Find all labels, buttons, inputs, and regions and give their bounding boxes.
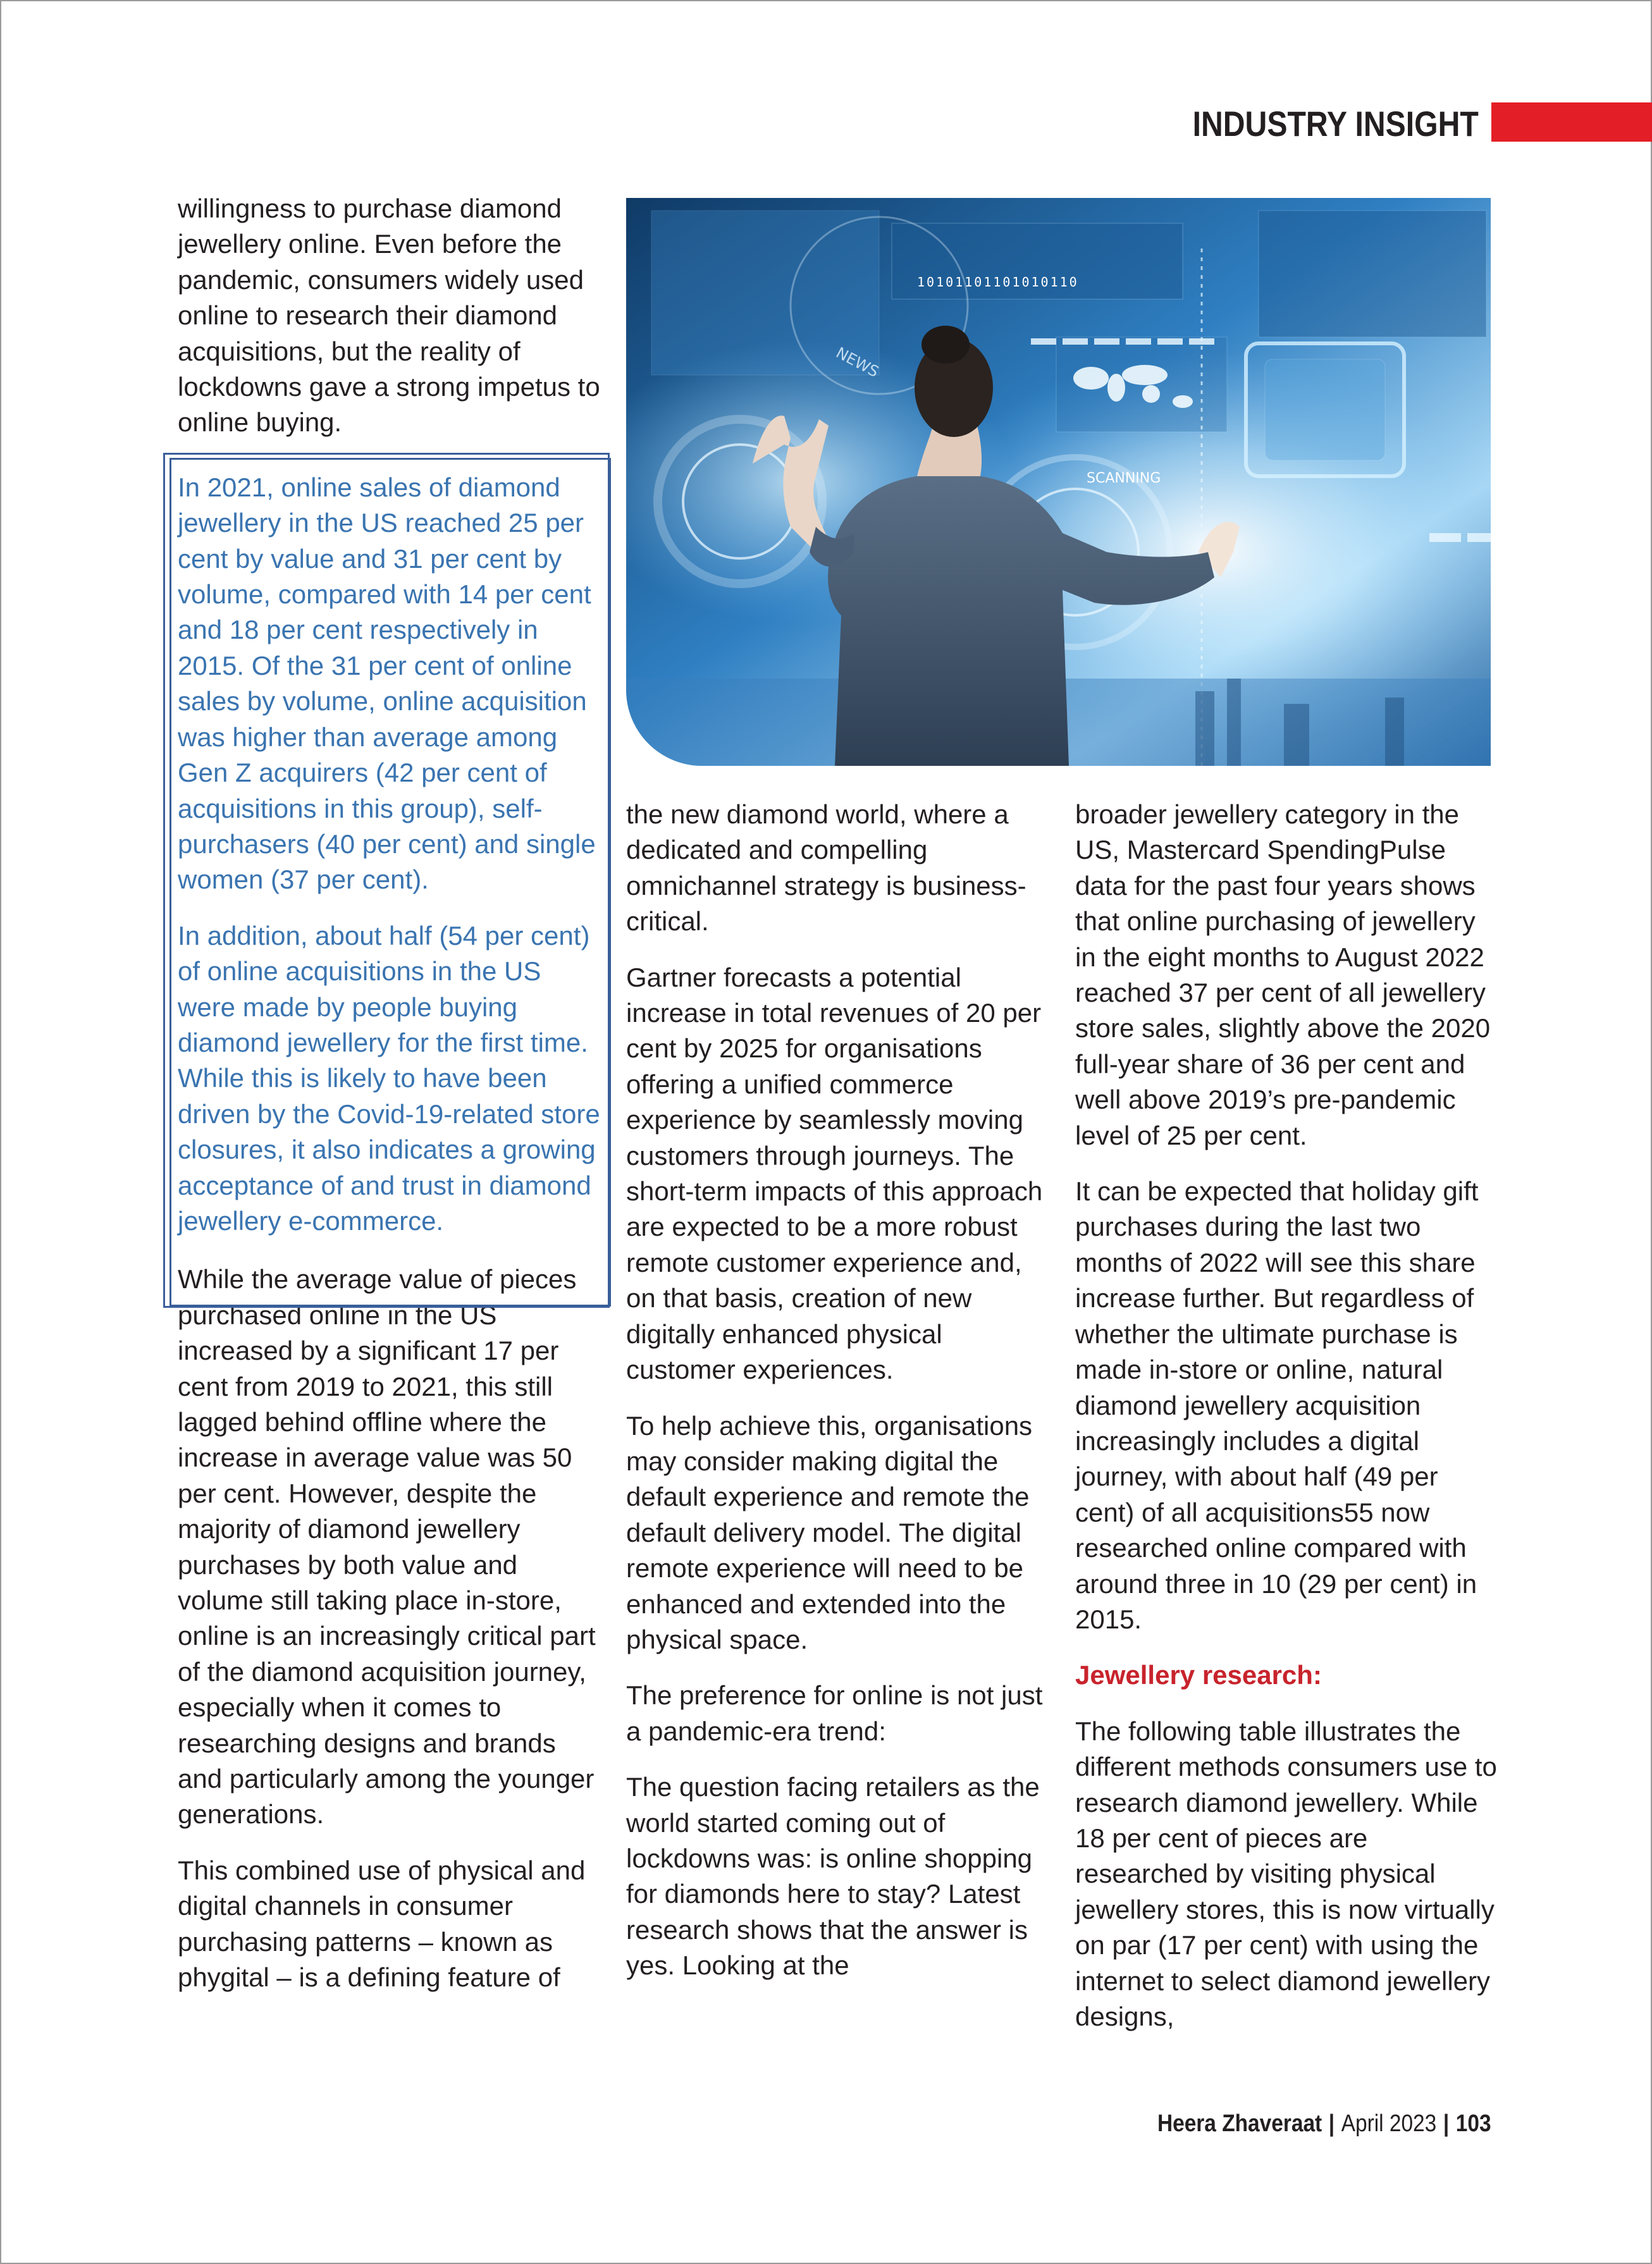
paragraph: This combined use of physical and digital channels in consumer purchasing patterns – known as phygital – is a defining feature of [178, 1855, 586, 1993]
photo-scanning-text: SCANNING [1087, 471, 1161, 486]
paragraph: To help achieve this, organisations may consider making digital the default experience and remote the default delivery model. The digital remote experience will need to be enhanced and extended into the physical space. [626, 1410, 1033, 1654]
subheading: Jewellery research: [1075, 1660, 1322, 1690]
page-number: 103 [1456, 2110, 1491, 2137]
paragraph: Gartner forecasts a potential increase in total revenues of 20 per cent by 2025 for organisations offering a unified commerce experience by seamlessly moving customers through journeys. The short-term impacts of this approach are expected to be a more robust remote customer experience and, on that basis, creation of new digitally enhanced physical customer experiences. [626, 962, 1043, 1385]
article-photo [626, 198, 1491, 766]
footer-separator: | [1443, 2110, 1450, 2137]
section-title: INDUSTRY INSIGHT [1192, 104, 1479, 144]
article-column-1 [178, 191, 605, 2016]
paragraph: The preference for online is not just a pandemic-era trend: [626, 1680, 1043, 1746]
highlighted-paragraph: In addition, about half (54 per cent) of online acquisitions in the US were made by people buying diamond jewellery for the first time. While this is likely to have been driven by the Covid-19-related store closures, it also indicates a growing acceptance of and trust in diamond jewellery e-commerce. [178, 920, 600, 1236]
footer-separator: | [1329, 2110, 1335, 2137]
magazine-name: Heera Zhaveraat [1157, 2110, 1322, 2137]
paragraph: It can be expected that holiday gift purchases during the last two months of 2022 will see this share increase further. But regardless of whether the ultimate purchase is made in-store or online, natural diamond jewellery acquisition increasingly includes a digital journey, with about half (49 per cent) of all acquisitions55 now researched online compared with around three in 10 (29 per cent) in 2015. [1075, 1176, 1479, 1634]
paragraph: The following table illustrates the different methods consumers use to research diamond jewellery. While 18 per cent of pieces are researched by visiting physical jewellery stores, this is now virtually on par (17 per cent) with using the internet to select diamond jewellery designs, [1075, 1716, 1497, 2031]
paragraph: While the average value of pieces purchased online in the US increased by a significant 17 per cent from 2019 to 2021, this still lagged behind offline where the increase in average value was 50 per cent. However, despite the majority of diamond jewellery purchases by both value and volume still taking place in-store, online is an increasingly critical part of the diamond acquisition journey, especially when it comes to researching designs and brands and particularly among the younger generations. [178, 1264, 596, 1830]
paragraph: the new diamond world, where a dedicated and compelling omnichannel strategy is business-critical. [626, 799, 1026, 937]
issue-date: April 2023 [1341, 2110, 1437, 2137]
highlighted-paragraph: In 2021, online sales of diamond jewellery in the US reached 25 per cent by value and 31 per cent by volume, compared with 14 per cent and 18 per cent respectively in 2015. Of the 31 per cent of online sales by volume, online acquisition was higher than average among Gen Z acquirers (42 per cent of acquisitions in this group), self-purchasers (40 per cent) and single women (37 per cent). [178, 472, 596, 895]
paragraph: broader jewellery category in the US, Mastercard SpendingPulse data for the past four years shows that online purchasing of jewellery in the eight months to August 2022 reached 37 per cent of all jewellery store sales, slightly above the 2020 full-year share of 36 per cent and well above 2019’s pre-pandemic level of 25 per cent. [1075, 799, 1491, 1150]
article-column-2 [626, 797, 1053, 2004]
article-column-3 [1075, 797, 1502, 2055]
page-footer [1157, 2107, 1491, 2140]
paragraph: willingness to purchase diamond jewellery online. Even before the pandemic, consumers widely used online to research their diamond acquisitions, but the reality of lockdowns gave a strong impetus to online buying. [178, 194, 600, 438]
section-accent-bar [1491, 102, 1652, 142]
paragraph: The question facing retailers as the world started coming out of lockdowns was: is online shopping for diamonds here to stay? Latest research shows that the answer is yes. Looking at the [626, 1772, 1040, 1981]
photo-globe-text: NEWS [833, 343, 882, 381]
photo-binary-text: 10101101101010110 [917, 274, 1079, 290]
